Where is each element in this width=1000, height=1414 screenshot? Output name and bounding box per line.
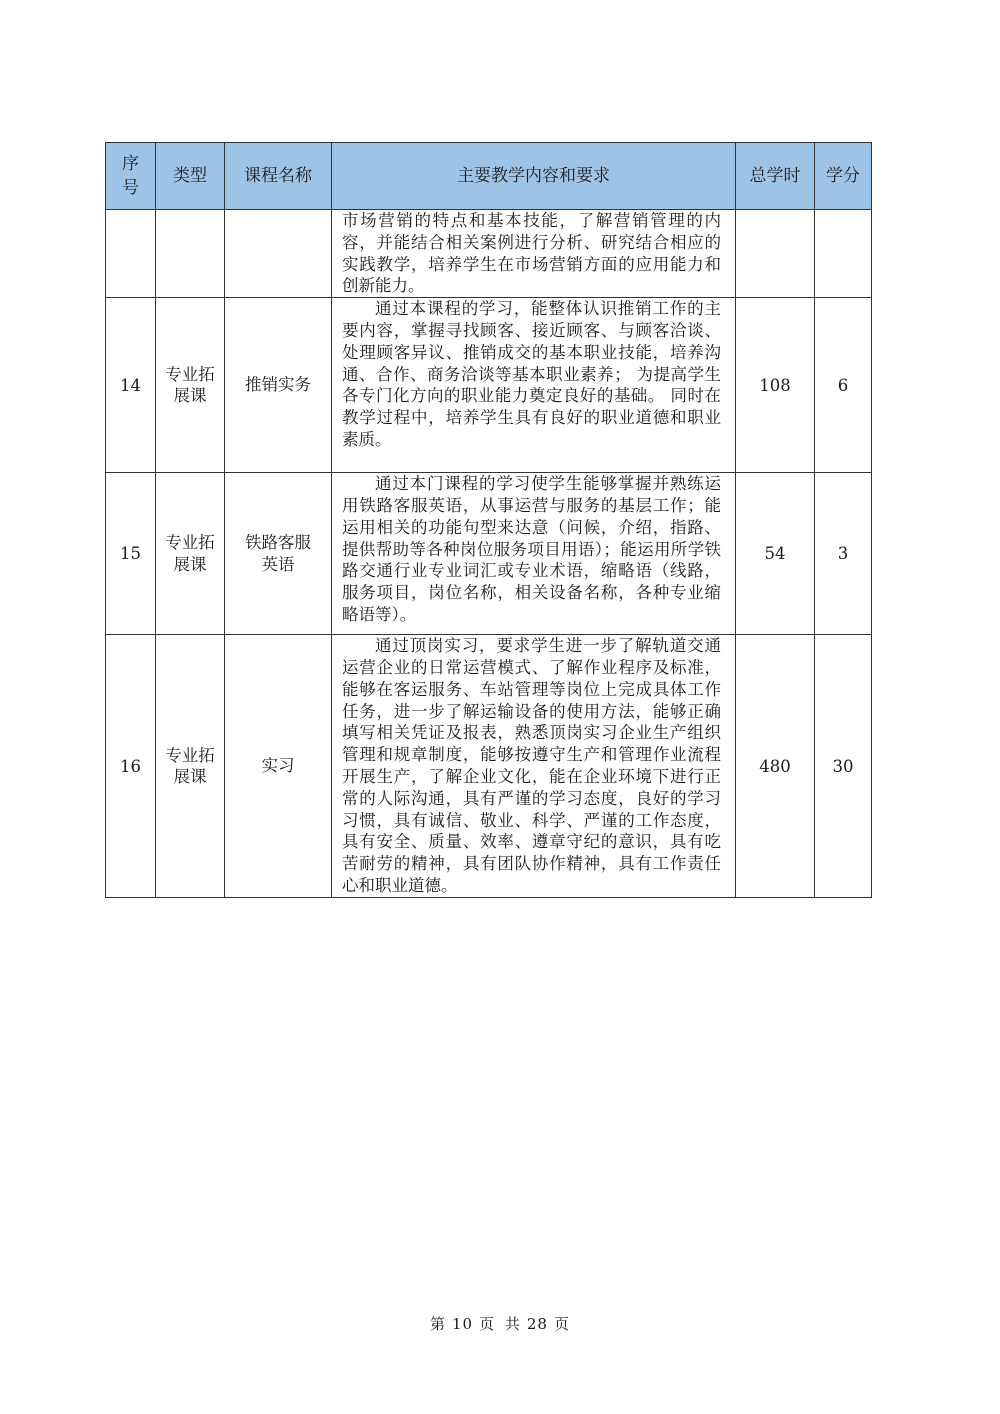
cell-type: 专业拓展课	[156, 298, 225, 473]
footer-prefix: 第	[430, 1315, 447, 1333]
cell-hours: 54	[736, 473, 815, 635]
header-name: 课程名称	[225, 143, 332, 210]
cell-type: 专业拓展课	[156, 635, 225, 898]
cell-hours: 108	[736, 298, 815, 473]
table-row	[106, 298, 872, 473]
page-number: 10	[452, 1315, 474, 1333]
cell-credits	[815, 210, 872, 298]
cell-content: 通过本门课程的学习使学生能够掌握并熟练运用铁路客服英语，从事运营与服务的基层工作；能运用相关的功能句型来达意（问候，介绍，指路、提供帮助等各种岗位服务项目用语）；能运用所学铁路交通行业专业词汇或专业术语，缩略语（线路，服务项目，岗位名称，相关设备名称，各种专业缩略语等）。	[332, 473, 736, 635]
header-content: 主要教学内容和要求	[332, 143, 736, 210]
header-hours: 总学时	[736, 143, 815, 210]
cell-num: 16	[106, 635, 156, 898]
page-footer	[0, 1313, 1000, 1334]
cell-num: 15	[106, 473, 156, 635]
cell-name	[225, 210, 332, 298]
cell-credits: 6	[815, 298, 872, 473]
cell-name: 实习	[225, 635, 332, 898]
header-num: 序号	[106, 143, 156, 210]
cell-type	[156, 210, 225, 298]
cell-name: 推销实务	[225, 298, 332, 473]
cell-type: 专业拓展课	[156, 473, 225, 635]
header-type: 类型	[156, 143, 225, 210]
cell-num: 14	[106, 298, 156, 473]
table-row-continued	[106, 210, 872, 298]
table-row	[106, 473, 872, 635]
course-table	[105, 142, 872, 898]
cell-content: 市场营销的特点和基本技能，了解营销管理的内容，并能结合相关案例进行分析、研究结合相应的实践教学，培养学生在市场营销方面的应用能力和创新能力。	[332, 210, 736, 298]
cell-hours: 480	[736, 635, 815, 898]
footer-suffix: 页	[553, 1315, 570, 1333]
page-total: 28	[526, 1315, 548, 1333]
cell-credits: 30	[815, 635, 872, 898]
table-row	[106, 635, 872, 898]
cell-credits: 3	[815, 473, 872, 635]
cell-content: 通过顶岗实习，要求学生进一步了解轨道交通运营企业的日常运营模式、了解作业程序及标准，能够在客运服务、车站管理等岗位上完成具体工作任务，进一步了解运输设备的使用方法，能够正确填写相关凭证及报表，熟悉顶岗实习企业生产组织管理和规章制度，能够按遵守生产和管理作业流程开展生产，了解企业文化，能在企业环境下进行正常的人际沟通，具有严谨的学习态度，良好的学习习惯，具有诚信、敬业、科学、严谨的工作态度，具有安全、质量、效率、遵章守纪的意识，具有吃苦耐劳的精神，具有团队协作精神，具有工作责任心和职业道德。	[332, 635, 736, 898]
cell-name: 铁路客服英语	[225, 473, 332, 635]
cell-num	[106, 210, 156, 298]
cell-content: 通过本课程的学习，能整体认识推销工作的主要内容，掌握寻找顾客、接近顾客、与顾客洽谈、处理顾客异议、推销成交的基本职业技能，培养沟通、合作、商务洽谈等基本职业素养； 为提高学生各专门化方向的职业能力奠定良好的基础。 同时在教学过程中，培养学生具有良好的职业道德和职业素质。	[332, 298, 736, 473]
header-credits: 学分	[815, 143, 872, 210]
header-row	[106, 143, 872, 210]
footer-mid: 页 共	[479, 1315, 521, 1333]
cell-hours	[736, 210, 815, 298]
